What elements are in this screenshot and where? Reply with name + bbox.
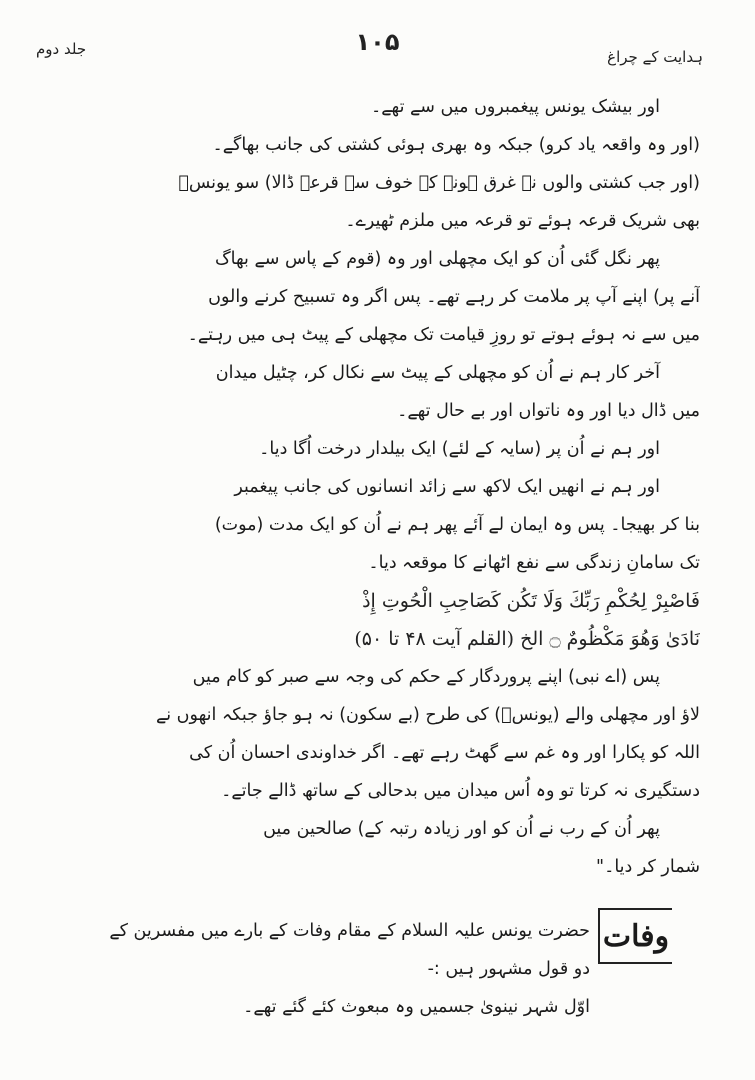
text-line: اور ہم نے انھیں ایک لاکھ سے زائد انسانوں کی جانب پیغمبر xyxy=(234,477,660,497)
text-line: پھر نگل گئی اُن کو ایک مچھلی اور وہ (قوم کے پاس سے بھاگ xyxy=(214,249,660,269)
text-line: بنا کر بھیجا۔ پس وہ ایمان لے آئے پھر ہم نے اُن کو ایک مدت (موت) xyxy=(214,515,700,535)
section-heading-box xyxy=(598,908,672,964)
text-line: لاؤ اور مچھلی والے (یونسؑ) کی طرح (بے سکون) نہ ہو جاؤ جبکہ انھوں نے xyxy=(156,705,700,725)
text-line: میں سے نہ ہوئے ہوتے تو روزِ قیامت تک مچھلی کے پیٹ ہی میں رہتے۔ xyxy=(187,325,700,345)
book-title: ہدایت کے چراغ xyxy=(607,48,703,66)
text-line: تک سامانِ زندگی سے نفع اٹھانے کا موقعہ دیا۔ xyxy=(368,553,700,573)
quran-verse-line: نَادَىٰ وَهُوَ مَكْظُومٌ ۝ الخ (القلم آیت ۴۸ تا ۵۰) xyxy=(354,628,700,650)
main-text xyxy=(75,88,700,886)
quran-verse-line: فَاصْبِرْ لِحُكْمِ رَبِّكَ وَلَا تَكُن كَصَاحِبِ الْحُوتِ إِذْ xyxy=(362,590,700,612)
text-line: میں ڈال دیا اور وہ ناتواں اور بے حال تھے۔ xyxy=(397,401,700,421)
text-line: بھی شریک قرعہ ہوئے تو قرعہ میں ملزم ٹھیرے۔ xyxy=(345,211,700,231)
text-line: اور ہم نے اُن پر (سایہ کے لئے) ایک بیلدار درخت اُگا دیا۔ xyxy=(259,439,660,459)
section-text xyxy=(40,912,590,1026)
text-line: شمار کر دیا۔" xyxy=(596,857,700,877)
text-line: آنے پر) اپنے آپ پر ملامت کر رہے تھے۔ پس اگر وہ تسبیح کرنے والوں xyxy=(208,287,700,307)
text-line: حضرت یونس علیہ السلام کے مقام وفات کے بارے میں مفسرین کے xyxy=(109,921,590,941)
text-line: (اور وہ واقعہ یاد کرو) جبکہ وہ بھری ہوئی کشتی کی جانب بھاگے۔ xyxy=(212,135,700,155)
text-line: اوّل شہر نینویٰ جسمیں وہ مبعوث کئے گئے تھے۔ xyxy=(243,997,590,1017)
text-line: پس (اے نبی) اپنے پروردگار کے حکم کی وجہ سے صبر کو کام میں xyxy=(192,667,660,687)
volume-label: جلد دوم xyxy=(36,40,87,58)
page-number: ۱۰۵ xyxy=(355,28,400,56)
text-line: (اور جب کشتی والوں نے غرق ہونے کے خوف سے قرعہ ڈالا) سو یونسؑ xyxy=(178,173,700,193)
text-line: اور بیشک یونس پیغمبروں میں سے تھے۔ xyxy=(371,97,660,117)
heading-underline xyxy=(598,962,672,964)
text-line: آخر کار ہم نے اُن کو مچھلی کے پیٹ سے نکال کر، چٹیل میدان xyxy=(215,363,660,383)
section-heading: وفات xyxy=(602,918,670,954)
text-line: دستگیری نہ کرتا تو وہ اُس میدان میں بدحالی کے ساتھ ڈالے جاتے۔ xyxy=(221,781,700,801)
text-line: دو قول مشہور ہیں :- xyxy=(427,959,590,979)
text-line: اللہ کو پکارا اور وہ غم سے گھٹ رہے تھے۔ اگر خداوندی احسان اُن کی xyxy=(189,743,700,763)
text-line: پھر اُن کے رب نے اُن کو اور زیادہ رتبہ کے) صالحین میں xyxy=(263,819,660,839)
